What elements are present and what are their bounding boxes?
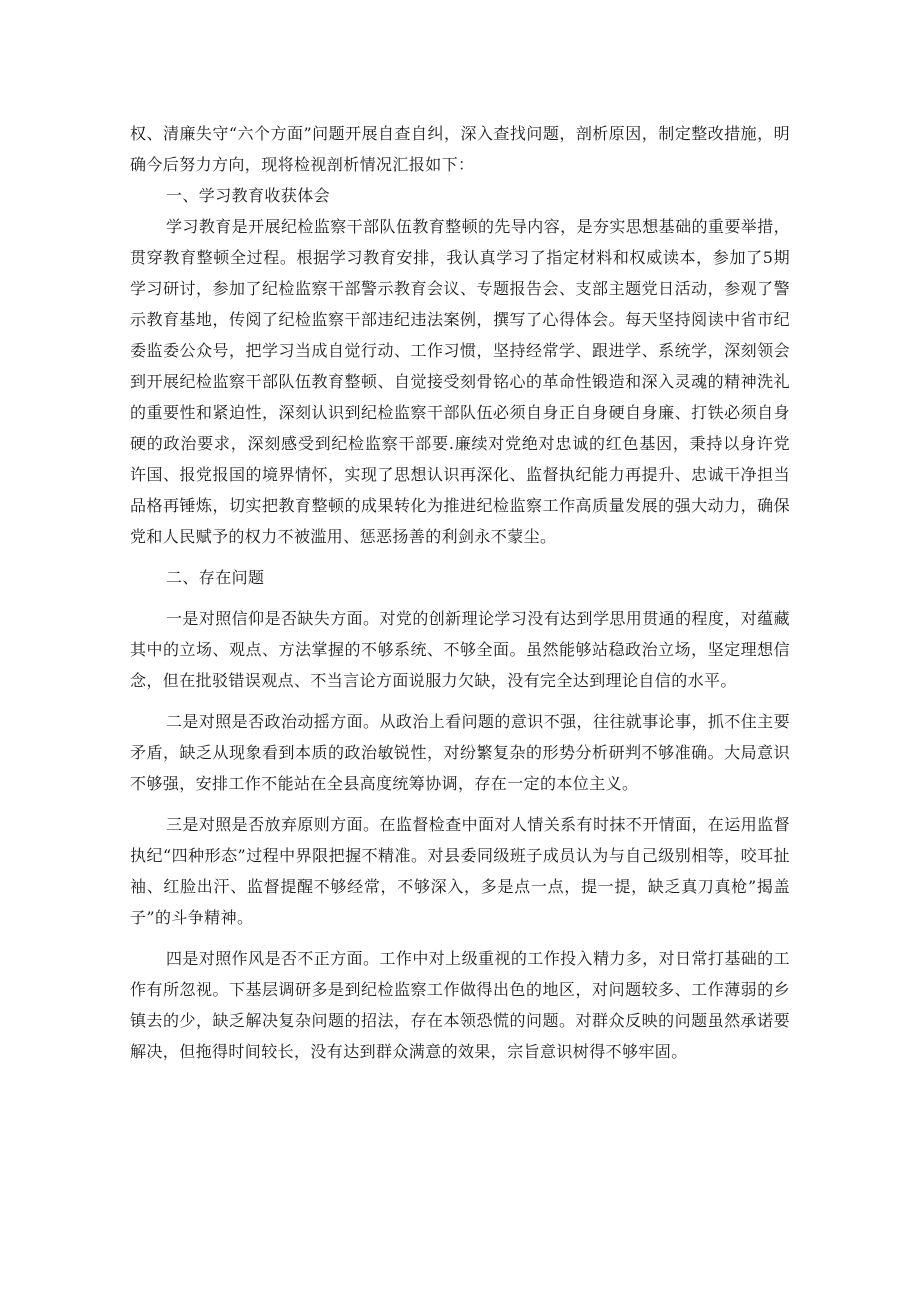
problem-paragraph-politics: 二是对照是否政治动摇方面。从政治上看问题的意识不强，往往就事论事，抓不住主要矛盾，缺乏从现象看到本质的政治敏锐性，对纷繁复杂的形势分析研判不够准确。大局意识不够强，安排工作不能站在全县高度统筹协调，存在一定的本位主义。 — [130, 712, 790, 793]
section-heading-study-education: 一、学习教育收获体会 — [166, 186, 331, 205]
section-heading-existing-problems: 二、存在问题 — [166, 568, 265, 587]
problem-paragraph-work-style: 四是对照作风是否不正方面。工作中对上级重视的工作投入精力多，对日常打基础的工作有所忽视。下基层调研多是到纪检监察工作做得出色的地区，对问题较多、工作薄弱的乡镇去的少，缺乏解决复杂问题的招法，存在本领恐慌的问题。对群众反映的问题虽然承诺要解决，但拖得时间较长，没有达到群众满意的效果，宗旨意识树得不够牢固。 — [130, 949, 790, 1061]
document-body — [130, 118, 790, 1067]
study-education-paragraph: 学习教育是开展纪检监察干部队伍教育整顿的先导内容，是夯实思想基础的重要举措，贯穿教育整顿全过程。根据学习教育安排，我认真学习了指定材料和权威读本，参加了5期学习研讨，参加了纪检监察干部警示教育会议、专题报告会、支部主题党日活动，参观了警示教育基地，传阅了纪检监察干部违纪违法案例，撰写了心得体会。每天坚持阅读中省市纪委监委公众号，把学习当成自觉行动、工作习惯，坚持经常学、跟进学、系统学，深刻领会到开展纪检监察干部队伍教育整顿、自觉接受刻骨铭心的革命性锻造和深入灵魂的精神洗礼的重要性和紧迫性，深刻认识到纪检监察干部队伍必须自身正自身硬自身廉、打铁必须自身硬的政治要求，深刻感受到纪检监察干部要.廉续对党绝对忠诚的红色基因，秉持以身许党许国、报党报国的境界情怀，实现了思想认识再深化、监督执纪能力再提升、忠诚干净担当品格再锤炼，切实把教育整顿的成果转化为推进纪检监察工作高质量发展的强大动力，确保党和人民赋予的权力不被滥用、惩恶扬善的利剑永不蒙尘。 — [130, 217, 790, 546]
problem-paragraph-faith: 一是对照信仰是否缺失方面。对党的创新理论学习没有达到学思用贯通的程度，对蕴藏其中的立场、观点、方法掌握的不够系统、不够全面。虽然能够站稳政治立场，坚定理想信念，但在批驳错误观点、不当言论方面说服力欠缺，没有完全达到理论自信的水平。 — [130, 609, 790, 690]
intro-continuation-paragraph: 权、清廉失守“六个方面”问题开展自查自纠，深入查找问题，剖析原因，制定整改措施，明确今后努力方向，现将检视剖析情况汇报如下： — [130, 124, 790, 174]
problem-paragraph-principles: 三是对照是否放弃原则方面。在监督检查中面对人情关系有时抹不开情面，在运用监督执纪“四种形态”过程中界限把握不精准。对县委同级班子成员认为与自己级别相等，咬耳扯袖、红脸出汗、监督提醒不够经常，不够深入，多是点一点，提一提，缺乏真刀真枪”揭盖子”的斗争精神。 — [130, 815, 790, 927]
